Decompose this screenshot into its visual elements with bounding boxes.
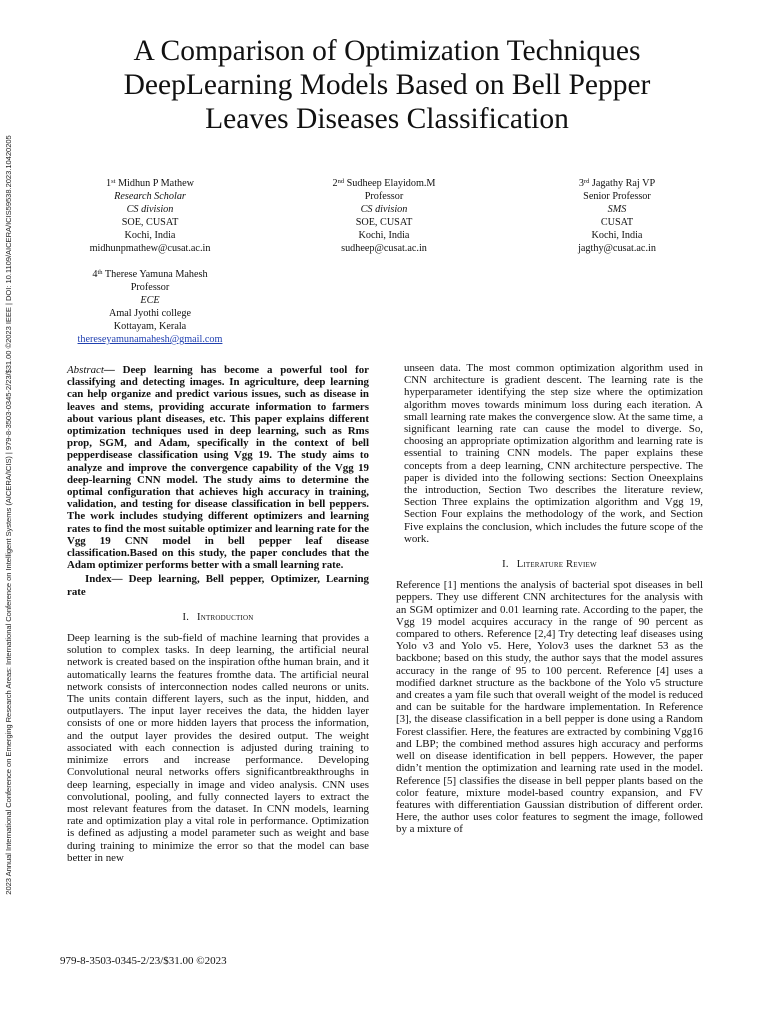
side-banner: 2023 Annual International Conference on Emerging Research Areas: International Conference on Intelligent Systems (AICERA/ICIS) | 979-8-3503-0345-2/23/$31.00 ©2023 IEEE | DOI: 10.1109/AICERA/ICIS59538.2023.10420205 (4, 135, 13, 895)
author-dept: CS division (126, 204, 174, 215)
copyright-footer: 979-8-3503-0345-2/23/$31.00 ©2023 (60, 955, 227, 967)
author-city: Kochi, India (124, 230, 176, 241)
abstract: Abstract— Deep learning has become a powerful tool for classifying and detecting images. In agriculture, deep learning can help organize and predict various issues, such as disease in leaves and stems, providing accurate information to farmers about various plant diseases, etc. This paper explains different optimization techniques used in deep learning, such as Rms prop, SGM, and Adam, specifically in the context of bell pepperdisease classification using Vgg 19. The study aims to analyze and improve the convergence capability of the Vgg 19 deep-learning CNN model. The study aims to determine the optimal configuration that achieves high accuracy in training, validation, and testing for disease classification in bell peppers. The work includes studying different optimizers and learning rates to find the most suitable optimizer and learning rate for the Vgg 19 CNN model in bell pepper leaf disease classification.Based on this study, the paper concludes that the Adam optimizer performs better with a small learning rate. (67, 364, 369, 572)
author-block (537, 177, 697, 255)
author-role: Professor (130, 282, 170, 293)
title-line: DeepLearning Models Based on Bell Pepper (123, 69, 651, 101)
author-role: Senior Professor (583, 191, 651, 202)
abstract-lead: Abstract (67, 364, 104, 376)
author-role: Research Scholar (114, 191, 186, 202)
author-email[interactable]: sudheep@cusat.ac.in (341, 243, 427, 254)
author-email[interactable]: midhunpmathew@cusat.ac.in (89, 243, 211, 254)
section-heading-introduction: I. Introduction (182, 611, 254, 623)
author-org: Amal Jyothi college (108, 308, 192, 319)
author-name-line: 3rd Jagathy Raj VP (578, 178, 656, 189)
right-column (396, 362, 703, 836)
author-dept: SMS (607, 204, 627, 215)
introduction-text: Deep learning is the sub-field of machine learning that provides a solution to complex tasks. In deep learning, the artificial neural network is created based on the inspiration ofthe human brain, and it automatically learns the features fromthe data. The artificial neural network consists of interconnection nodes called neurons or units. The units contain different layers, such as the input, hidden, and outputlayers. The input layer receives the data, the hidden layer consists of one or more hidden layers that process the information, and the output layer provides the desired output. The weight associated with each connection is adjusted during training to minimize errors and increase performance. Developing Convolutional neural networks offers significantbreakthroughs in deep learning, especially in image and video analysis. CNN uses convolutional, pooling, and fully connected layers to extract the most relevant features from the dataset. In CNN models, learning rate and optimization play a vital role in performance. Optimization is defined as adjusting a model parameter such as weight and base during training to minimize the error so that the model can base better in new (67, 632, 369, 864)
author-email-link[interactable]: thereseyamunamahesh@gmail.com (77, 334, 223, 345)
author-dept: CS division (360, 204, 408, 215)
author-block (70, 177, 230, 255)
title-line: A Comparison of Optimization Techniques (133, 35, 641, 67)
author-name-line: 4th Therese Yamuna Mahesh (92, 269, 208, 280)
author-block (60, 268, 240, 346)
author-org: CUSAT (600, 217, 634, 228)
author-name-line: 1st Midhun P Mathew (105, 178, 194, 189)
index-terms: Index— Deep learning, Bell pepper, Optimizer, Learning rate (67, 573, 369, 598)
title-line: Leaves Diseases Classification (205, 103, 569, 135)
literature-review-text: Reference [1] mentions the analysis of bacterial spot diseases in bell peppers. They use different CNN architectures for the analysis with an SGM optimizer and 0.01 learning rate. According to the paper, the Vgg 19 model acquires accuracy in the range of 90 percent as compared to others. Reference [2,4] Try detecting leaf diseases using Yolo v3 and Yolo v5. Here, Yolov3 uses the darknet 53 as the backbone; based on this study, the author says that the model assures accuracy in the range of 95 to 100 percent. Reference [4] uses a modified darknet structure as the backbone of the Yolo v5 structure and creates a yam file such that overall weight of the model is reduced and can be suitable for the hardware implementation. In Reference [3], the disease classification in a bell pepper is done using a Random Forest classifier. Here, the features are extracted by combining Vgg16 and LBP; the combined method assures high accuracy and performs well on disease identification in bell peppers. However, the paper didn’t mention the optimization and learning rate used in the model. Reference [5] classifies the disease in bell pepper plants based on the color feature, mixture model-based country expansion, and FV features with differentiation Gaussian distribution of different order. Here, the author uses color features to segment the image, followed by a mixture of (396, 579, 703, 836)
author-block (304, 177, 464, 255)
side-banner-strip (2, 45, 16, 985)
author-city: Kochi, India (358, 230, 410, 241)
author-org: SOE, CUSAT (121, 217, 179, 228)
author-role: Professor (364, 191, 404, 202)
paper-title (60, 34, 714, 136)
left-column (67, 364, 369, 864)
abstract-body: Deep learning has become a powerful tool for classifying and detecting images. In agriculture, deep learning can help organize and predict various issues, such as disease in leaves and stems, providing accurate information to farmers about various plant diseases, etc. This paper explains different optimization techniques used in deep learning, such as Rms prop, SGM, and Adam, specifically in the context of bell pepperdisease classification using Vgg 19. The study aims to analyze and improve the convergence capability of the Vgg 19 deep-learning CNN model. The study aims to determine the optimal configuration that achieves high accuracy in training, validation, and testing for disease classification in bell peppers. The work includes studying different optimizers and learning rates to find the most suitable optimizer and learning rate for the Vgg 19 CNN model in bell pepper leaf disease classification.Based on this study, the paper concludes that the Adam optimizer performs better with a small learning rate. (67, 364, 369, 572)
author-dept: ECE (140, 295, 160, 306)
introduction-continued-text: unseen data. The most common optimization algorithm used in CNN architecture is gradient descent. The learning rate is the hyperparameter identifying the step size where the optimization algorithm moves towards minimum loss during each iteration. A small learning rate makes the convergence slow. At the same time, a significant learning rate can cause the model to diverge. So, choosing an appropriate optimization algorithm and learning rate is essential to training CNN models. The paper explains these concepts from a deep learning, CNN architecture perspective. The paper is divided into the following sections: Section Oneexplains the introduction, Section Two describes the literature review, Section Three explains the optimization algorithm and Vgg 19, Section Four explains the methodology of the work, and Section Five explains the conclusion, which includes the future scope of the work. (404, 362, 703, 545)
author-city: Kochi, India (591, 230, 643, 241)
author-email[interactable]: jagthy@cusat.ac.in (578, 243, 656, 254)
author-name-line: 2nd Sudheep Elayidom.M (332, 178, 436, 189)
author-city: Kottayam, Kerala (113, 321, 187, 332)
author-org: SOE, CUSAT (355, 217, 413, 228)
section-heading-literature-review: I. Literature Review (502, 559, 597, 571)
